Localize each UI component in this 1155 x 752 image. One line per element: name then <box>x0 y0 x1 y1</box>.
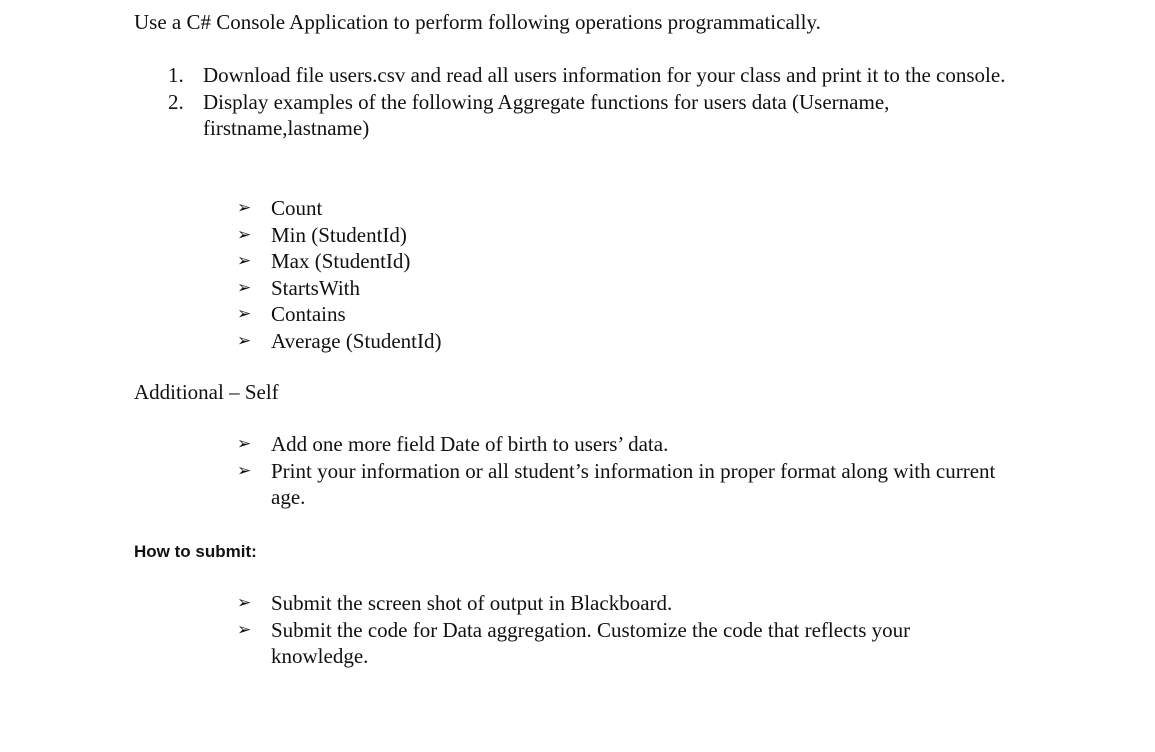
assignment-document <box>134 9 1034 668</box>
additional-heading: Additional – Self <box>134 380 279 404</box>
arrow-bullet-icon: ➢ <box>237 198 252 218</box>
arrow-bullet-icon: ➢ <box>237 277 252 298</box>
additional-task-list <box>237 431 997 511</box>
list-item <box>237 301 997 328</box>
task-item <box>134 89 1014 142</box>
list-item-text: Contains <box>271 302 346 326</box>
list-item <box>237 222 997 249</box>
task-text: Display examples of the following Aggregate functions for users data (Username, firstname,lastname) <box>203 89 890 140</box>
arrow-bullet-icon: ➢ <box>237 304 252 324</box>
list-item-text: Count <box>271 196 323 220</box>
list-item-text: Max (StudentId) <box>271 249 411 273</box>
list-item <box>237 275 997 302</box>
submission-list <box>237 590 997 670</box>
arrow-bullet-icon: ➢ <box>237 593 252 613</box>
list-item-text: Submit the code for Data aggregation. Customize the code that reflects your knowledge. <box>271 617 911 668</box>
task-list <box>134 62 1014 142</box>
arrow-bullet-icon: ➢ <box>237 434 252 454</box>
task-text: Download file users.csv and read all users information for your class and print it to the console. <box>203 63 1006 87</box>
list-item <box>237 195 997 222</box>
list-item <box>237 431 997 458</box>
arrow-bullet-icon: ➢ <box>237 330 252 351</box>
list-item-text: Print your information or all student’s information in proper format along with current age. <box>271 458 996 509</box>
list-item-text: Submit the screen shot of output in Blackboard. <box>271 591 673 615</box>
task-number: 1. <box>168 63 184 87</box>
list-item-text: Add one more field Date of birth to users’ data. <box>271 432 669 456</box>
list-item-text: Min (StudentId) <box>271 222 407 247</box>
list-item <box>237 590 997 617</box>
list-item <box>237 458 997 511</box>
list-item <box>237 248 997 275</box>
task-number: 2. <box>168 89 184 114</box>
task-item <box>134 62 1014 89</box>
aggregate-function-list <box>237 195 997 354</box>
arrow-bullet-icon: ➢ <box>237 224 252 245</box>
submission-heading: How to submit: <box>134 542 257 561</box>
list-item-text: Average (StudentId) <box>271 328 442 353</box>
arrow-bullet-icon: ➢ <box>237 619 252 640</box>
list-item <box>237 328 997 355</box>
list-item <box>237 617 997 670</box>
arrow-bullet-icon: ➢ <box>237 251 252 271</box>
arrow-bullet-icon: ➢ <box>237 460 252 481</box>
list-item-text: StartsWith <box>271 275 360 300</box>
intro-text: Use a C# Console Application to perform following operations programmatically. <box>134 10 821 34</box>
